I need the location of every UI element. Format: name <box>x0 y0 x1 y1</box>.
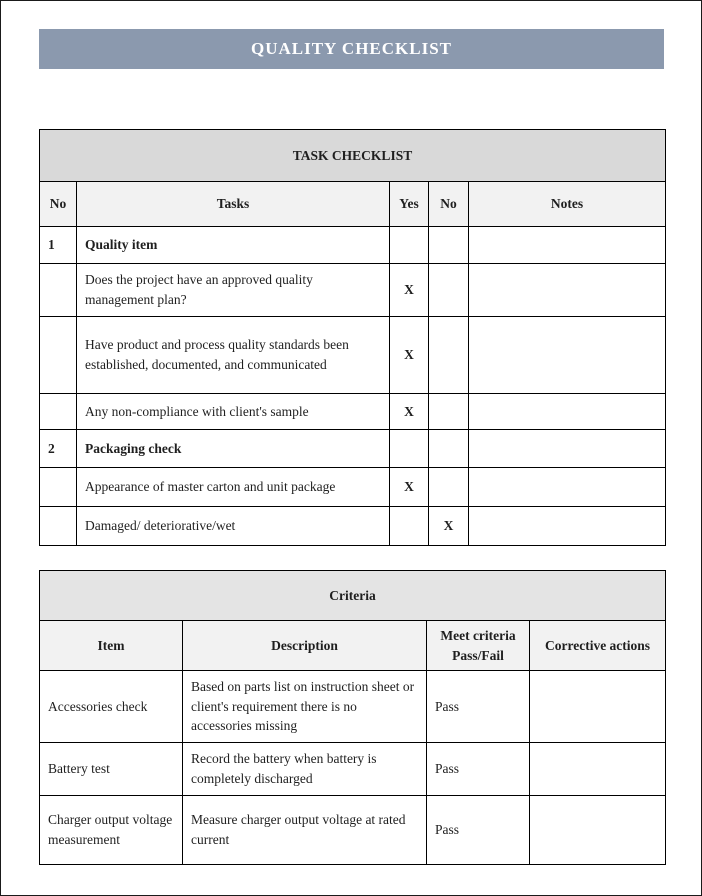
description-cell: Based on parts list on instruction sheet or client's requirement there is no accessories missing <box>183 671 427 743</box>
notes-cell <box>469 317 666 394</box>
row-number-cell <box>40 507 77 546</box>
meet-criteria-line2: Pass/Fail <box>452 647 504 663</box>
column-header-yes: Yes <box>390 182 429 227</box>
corrective-actions-cell <box>530 671 666 743</box>
description-cell: Measure charger output voltage at rated current <box>183 796 427 865</box>
description-cell: Record the battery when battery is completely discharged <box>183 743 427 796</box>
column-header-description: Description <box>183 621 427 671</box>
criteria-table <box>39 570 666 865</box>
no-cell <box>429 227 469 264</box>
table-row <box>40 507 666 546</box>
yes-cell: X <box>390 317 429 394</box>
no-cell: X <box>429 507 469 546</box>
notes-cell <box>469 430 666 468</box>
table-row <box>40 796 666 865</box>
yes-cell <box>390 227 429 264</box>
table-row <box>40 394 666 430</box>
yes-cell <box>390 507 429 546</box>
no-cell <box>429 264 469 317</box>
yes-cell <box>390 430 429 468</box>
column-header-no: No <box>40 182 77 227</box>
table-row <box>40 671 666 743</box>
no-cell <box>429 394 469 430</box>
notes-cell <box>469 227 666 264</box>
corrective-actions-cell <box>530 743 666 796</box>
document-title: QUALITY CHECKLIST <box>250 39 453 58</box>
column-header-item: Item <box>40 621 183 671</box>
task-cell: Packaging check <box>77 430 390 468</box>
task-table-title: TASK CHECKLIST <box>40 130 666 182</box>
no-cell <box>429 430 469 468</box>
task-cell: Does the project have an approved quality management plan? <box>77 264 390 317</box>
meet-criteria-cell: Pass <box>427 743 530 796</box>
task-checklist-table <box>39 129 666 546</box>
column-header-corrective-actions: Corrective actions <box>530 621 666 671</box>
column-header-tasks: Tasks <box>77 182 390 227</box>
corrective-actions-cell <box>530 796 666 865</box>
column-header-no2: No <box>429 182 469 227</box>
table-row <box>40 430 666 468</box>
task-table-title-row <box>40 130 666 182</box>
table-row <box>40 468 666 507</box>
no-cell <box>429 317 469 394</box>
task-cell: Have product and process quality standards been established, documented, and communicated <box>77 317 390 394</box>
notes-cell <box>469 507 666 546</box>
notes-cell <box>469 394 666 430</box>
row-number-cell: 2 <box>40 430 77 468</box>
row-number-cell <box>40 317 77 394</box>
yes-cell: X <box>390 394 429 430</box>
yes-cell: X <box>390 468 429 507</box>
notes-cell <box>469 468 666 507</box>
item-cell: Battery test <box>40 743 183 796</box>
criteria-table-title: Criteria <box>40 571 666 621</box>
no-cell <box>429 468 469 507</box>
task-table-header-row <box>40 182 666 227</box>
row-number-cell <box>40 264 77 317</box>
table-row <box>40 743 666 796</box>
criteria-table-title-row <box>40 571 666 621</box>
task-cell: Appearance of master carton and unit package <box>77 468 390 507</box>
item-cell: Charger output voltage measurement <box>40 796 183 865</box>
document-title-banner <box>39 29 664 69</box>
meet-criteria-cell: Pass <box>427 671 530 743</box>
meet-criteria-cell: Pass <box>427 796 530 865</box>
item-cell: Accessories check <box>40 671 183 743</box>
row-number-cell <box>40 394 77 430</box>
task-cell: Quality item <box>77 227 390 264</box>
criteria-table-header-row <box>40 621 666 671</box>
task-cell: Damaged/ deteriorative/wet <box>77 507 390 546</box>
column-header-notes: Notes <box>469 182 666 227</box>
task-cell: Any non-compliance with client's sample <box>77 394 390 430</box>
table-row <box>40 264 666 317</box>
table-row <box>40 227 666 264</box>
column-header-meet-criteria <box>427 621 530 671</box>
notes-cell <box>469 264 666 317</box>
yes-cell: X <box>390 264 429 317</box>
row-number-cell: 1 <box>40 227 77 264</box>
table-row <box>40 317 666 394</box>
row-number-cell <box>40 468 77 507</box>
meet-criteria-line1: Meet criteria <box>440 627 516 643</box>
